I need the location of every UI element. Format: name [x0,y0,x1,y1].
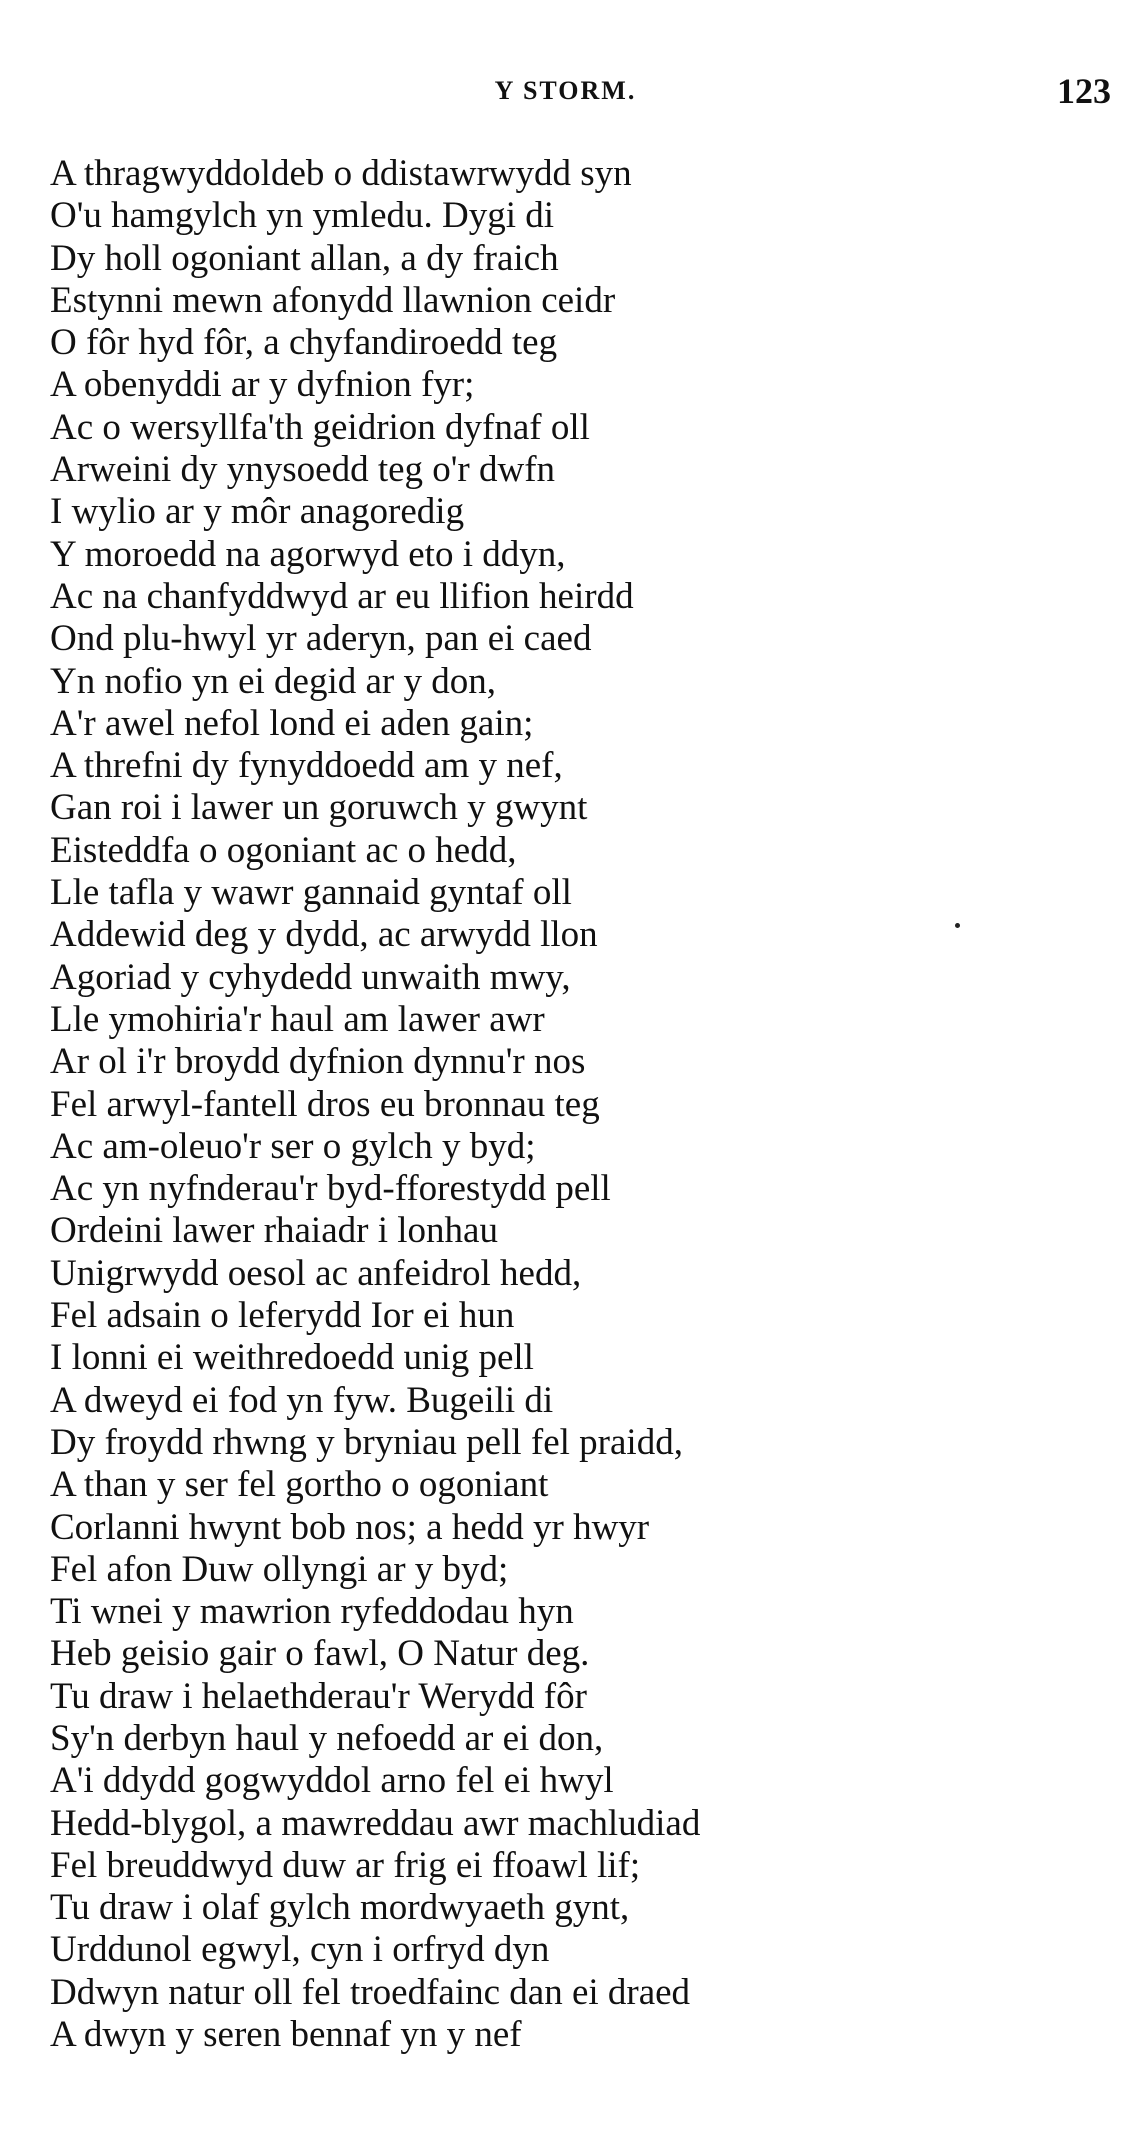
poem-line: A threfni dy fynyddoedd am y nef, [50,745,563,787]
poem-line: Arweini dy ynysoedd teg o'r dwfn [50,449,556,491]
poem-line: Unigrwydd oesol ac anfeidrol hedd, [50,1252,582,1294]
poem-line: Corlanni hwynt bob nos; a hedd yr hwyr [50,1506,650,1548]
poem-line: Dy froydd rhwng y bryniau pell fel praidd, [50,1421,683,1463]
poem-line: Eisteddfa o ogoniant ac o hedd, [50,829,517,871]
poem-line: Sy'n derbyn haul y nefoedd ar ei don, [50,1717,604,1759]
poem-line: A'r awel nefol lond ei aden gain; [50,702,534,744]
poem-line: Ond plu-hwyl yr aderyn, pan ei caed [50,618,592,660]
poem-line: Yn nofio yn ei degid ar y don, [50,660,496,702]
poem-line: Fel afon Duw ollyngi ar y byd; [50,1548,509,1590]
poem-line: Tu draw i helaethderau'r Werydd fôr [50,1675,587,1717]
page-number: 123 [1057,71,1111,111]
poem-line: Agoriad y cyhydedd unwaith mwy, [50,956,571,998]
ink-speck [955,923,960,928]
poem-line: A than y ser fel gortho o ogoniant [50,1464,549,1506]
poem-line: Lle ymohiria'r haul am lawer awr [50,998,545,1040]
poem-line: Fel adsain o leferydd Ior ei hun [50,1295,515,1337]
poem-line: I wylio ar y môr anagoredig [50,491,465,533]
poem-line: Ac yn nyfnderau'r byd-fforestydd pell [50,1168,611,1210]
poem-line: Hedd-blygol, a mawreddau awr machludiad [50,1802,701,1844]
poem-line: O fôr hyd fôr, a chyfandiroedd teg [50,322,558,364]
poem-line: O'u hamgylch yn ymledu. Dygi di [50,195,555,237]
poem-line: Y moroedd na agorwyd eto i ddyn, [50,533,566,575]
poem-line: Urddunol egwyl, cyn i orfryd dyn [50,1929,550,1971]
poem-line: Lle tafla y wawr gannaid gyntaf oll [50,872,572,914]
poem-line: Fel breuddwyd duw ar frig ei ffoawl lif; [50,1844,641,1886]
poem-line: A obenyddi ar y dyfnion fyr; [50,364,475,406]
poem-line: A thragwyddoldeb o ddistawrwydd syn [50,153,632,194]
poem-line: Ar ol i'r broydd dyfnion dynnu'r nos [50,1041,586,1083]
poem-line: Dy holl ogoniant allan, a dy fraich [50,237,559,279]
poem-line: Ddwyn natur oll fel troedfainc dan ei draed [50,1971,691,2013]
poem-text [50,153,1110,2056]
poem-line: Heb geisio gair o fawl, O Natur deg. [50,1633,590,1675]
poem-line: Gan roi i lawer un goruwch y gwynt [50,787,588,829]
poem-line: Tu draw i olaf gylch mordwyaeth gynt, [50,1887,630,1929]
poem-line: Ordeini lawer rhaiadr i lonhau [50,1210,498,1252]
poem-line: Ti wnei y mawrion ryfeddodau hyn [50,1591,574,1633]
poem-line: Fel arwyl-fantell dros eu bronnau teg [50,1083,600,1125]
page-header [0,70,1131,110]
poem-line: Addewid deg y dydd, ac arwydd llon [50,914,598,956]
poem-line: Ac am-oleuo'r ser o gylch y byd; [50,1125,536,1167]
poem-line: A'i ddydd gogwyddol arno fel ei hwyl [50,1760,614,1802]
poem-line: I lonni ei weithredoedd unig pell [50,1337,534,1379]
poem-line: A dwyn y seren bennaf yn y nef [50,2014,522,2056]
poem-line: A dweyd ei fod yn fyw. Bugeili di [50,1379,554,1421]
poem-line: Ac o wersyllfa'th geidrion dyfnaf oll [50,406,590,448]
poem-line: Estynni mewn afonydd llawnion ceidr [50,279,616,321]
poem-line: Ac na chanfyddwyd ar eu llifion heirdd [50,575,634,617]
running-title: Y STORM. [494,76,637,105]
